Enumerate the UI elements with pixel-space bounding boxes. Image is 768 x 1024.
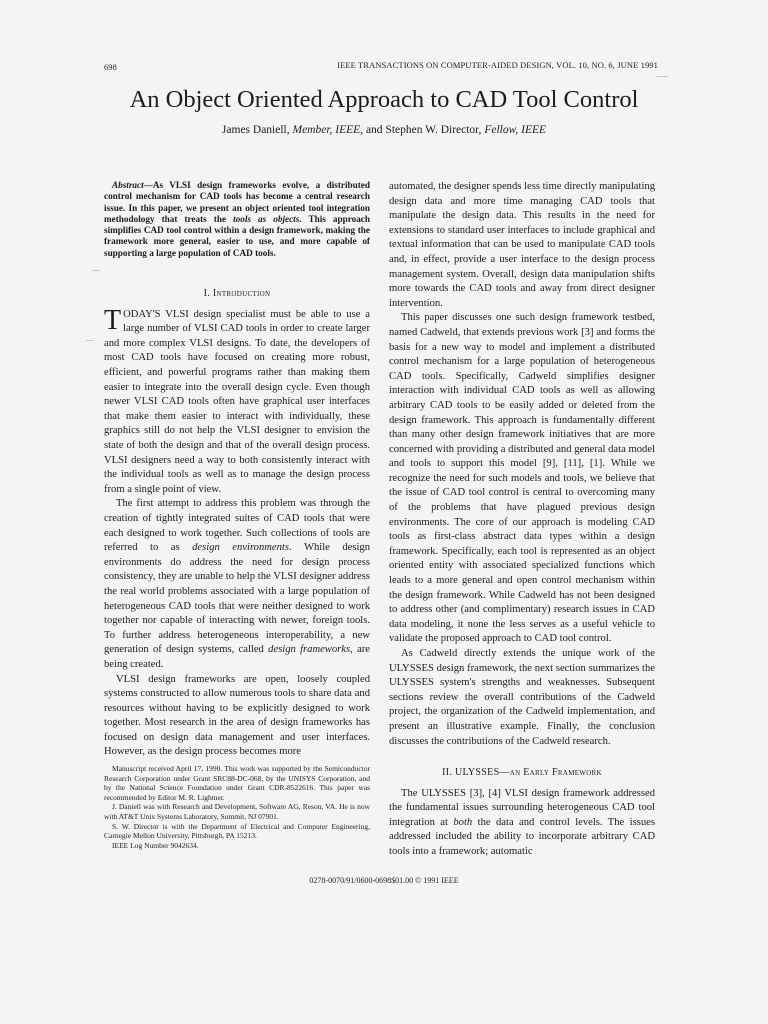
section-2-heading: II. ULYSSES—an Early Framework bbox=[442, 767, 602, 778]
intro-paragraph-2 bbox=[104, 497, 370, 672]
author-2-role: Fellow, IEEE bbox=[484, 124, 547, 136]
footnote-author-1: J. Daniell was with Research and Development, Software AG, Reson, VA. He is now with AT&T Unix Systems Laboratory, Summit, NJ 07901. bbox=[104, 802, 370, 821]
scan-edge-mark-left-1 bbox=[92, 270, 100, 271]
author-1: James Daniell, bbox=[221, 124, 290, 136]
section-2-emphasis: both bbox=[453, 816, 473, 828]
scan-edge-mark-top bbox=[656, 76, 668, 77]
section-2 bbox=[389, 766, 655, 860]
author-conjunction: and Stephen W. Director, bbox=[365, 124, 482, 136]
abstract-text-b: . This approach simplifies CAD tool control within a design framework, making the framework more general, easier to use, and more capable of supporting a large population of CAD tools. bbox=[104, 213, 370, 258]
page-number: 698 bbox=[104, 62, 117, 72]
intro-paragraph-5: This paper discusses one such design framework testbed, named Cadweld, that extends previous work [3] and forms the basis for a new way to model and implement a distributed control mechanism for a large population of heterogeneous CAD tools. Specifically, Cadweld simplifies designer interaction with individual CAD tools as well as allowing arbitrary CAD tools to be easily added or deleted from the design framework. This approach is fundamentally different than many other design framework initiatives that are more concerned with providing a distributed and general data model and tools to support this model [9], [11], [1]. While we recognize the need for such models and tools, we believe that the issue of CAD tool control is central to overcoming many of the problems that have plagued previous design environments. The core of our approach is modeling CAD tools as first-class abstract data types within a design framework. Specifically, each tool is represented as an object oriented entity with associated specialized functions which leads to a more general and open control mechanism within the design framework. While Cadweld has not been designed to address other (and complimentary) research issues in CAD data modeling, it none the less serves as a useful vehicle to validate the proposed approach to CAD tool control. bbox=[389, 312, 655, 645]
abstract-label: Abstract— bbox=[112, 180, 153, 190]
drop-cap: T bbox=[104, 304, 122, 336]
left-column bbox=[104, 180, 370, 760]
footnote-author-2: S. W. Director is with the Department of Electrical and Computer Engineering, Carnegie Mellon University, Pittsburgh, PA 15213. bbox=[104, 821, 370, 841]
intro-paragraph-4: automated, the designer spends less time directly manipulating design data and more time managing CAD tools that manipulate the design data. This results in the need for extensions to standard user interfaces to include graphical and textual information that can be used to manipulate CAD tools and, in effect, provide a user interface to the design process management system. Overall, design data manipulation shifts more towards the CAD tools and away from direct designer intervention. bbox=[389, 181, 655, 309]
intro-paragraph-1 bbox=[104, 304, 370, 498]
intro-p2-emphasis: design environments bbox=[192, 542, 289, 554]
author-line bbox=[0, 124, 768, 136]
intro-p1-text: ODAY'S VLSI design specialist must be able to use a large number of VLSI CAD tools in order to create larger and more complex VLSI designs. To date, the developers of most CAD tools have focused on creating more robust, efficient, and powerful programs rather than making them easier to integrate into the overall design cycle. Even though newer VLSI CAD tools often have graphical user interfaces that make them easier to interact with individually, these graphics still do not help the VLSI designer to envision the state of both the design and that of the overall design process. VLSI designers need a way to both consistently interact with the individual tools as well as to manage the design process from a single point of view. bbox=[104, 308, 370, 495]
intro-p2-text-b: . While design environments do address the need for design process consistency, they are unable to help the VLSI designer address the real world problems associated with a large population of heterogeneous CAD tools that were neither designed to work together nor capable of interacting with newer, foreign tools. To further address heterogeneous interoperability, a new generation of design systems, called bbox=[104, 542, 371, 656]
intro-p2-text-a: The first attempt to address this problem was through the creation of tightly integrated suites of CAD tools that were each designed to work together. Such collections of tools are referred to as bbox=[104, 498, 370, 554]
section-2-paragraph-1 bbox=[389, 787, 655, 860]
paper-title: An Object Oriented Approach to CAD Tool Control bbox=[129, 86, 639, 113]
abstract-emphasis: tools as objects bbox=[233, 213, 300, 224]
copyright-line: 0278-0070/91/0600-0698$01.00 © 1991 IEEE bbox=[309, 876, 459, 885]
section-2-text-b: the data and control levels. The issues addressed included the ability to incorporate arbitrary CAD tools into a framework; automatic bbox=[389, 816, 655, 857]
footnote-block bbox=[104, 764, 370, 850]
abstract-text-a: As VLSI design frameworks evolve, a distributed control mechanism for CAD tools has become a central research issue. In this paper, we present an object oriented tool integration methodology that treats the bbox=[104, 180, 370, 224]
right-column bbox=[389, 180, 655, 749]
intro-p2-text-c: , are being created. bbox=[104, 644, 370, 670]
intro-p2-emphasis-2: design frameworks bbox=[268, 644, 351, 656]
scan-edge-mark-left-2 bbox=[86, 340, 94, 341]
section-1-heading: I. Introduction bbox=[203, 288, 271, 300]
intro-paragraph-6: As Cadweld directly extends the unique work of the ULYSSES design framework, the next section summarizes the ULYSSES system's strengths and weaknesses. Subsequent sections review the overall contributions of the Cadweld project, the organization of the Cadweld implementation, and present an illustrative example. Finally, the conclusion discusses the contributions of the Cadweld research. bbox=[389, 648, 655, 747]
footnote-manuscript: Manuscript received April 17, 1990. This work was supported by the Semiconductor Research Corporation under Grant SRC88-DC-068, by the UNISYS Corporation, and by the National Science Foundation under Grant CDR-8522616. This paper was recommended by Editor M. R. Lightner. bbox=[104, 764, 370, 802]
section-2-text-a: The ULYSSES [3], [4] VLSI design framework addressed the fundamental issues surrounding heterogeneous CAD tool integration at bbox=[389, 787, 655, 828]
abstract bbox=[104, 180, 370, 259]
footnote-log-number: IEEE Log Number 9042634. bbox=[112, 840, 199, 850]
author-1-role: Member, IEEE, bbox=[292, 124, 364, 136]
intro-paragraph-3: VLSI design frameworks are open, loosely coupled systems constructed to allow numerous tools to share data and resources without having to be explicitly designed to work together. Most research in the area of design frameworks has focused on design data management and user interfaces. However, as the design process becomes more bbox=[104, 673, 370, 758]
running-header: IEEE TRANSACTIONS ON COMPUTER-AIDED DESIGN, VOL. 10, NO. 6, JUNE 1991 bbox=[337, 60, 658, 70]
